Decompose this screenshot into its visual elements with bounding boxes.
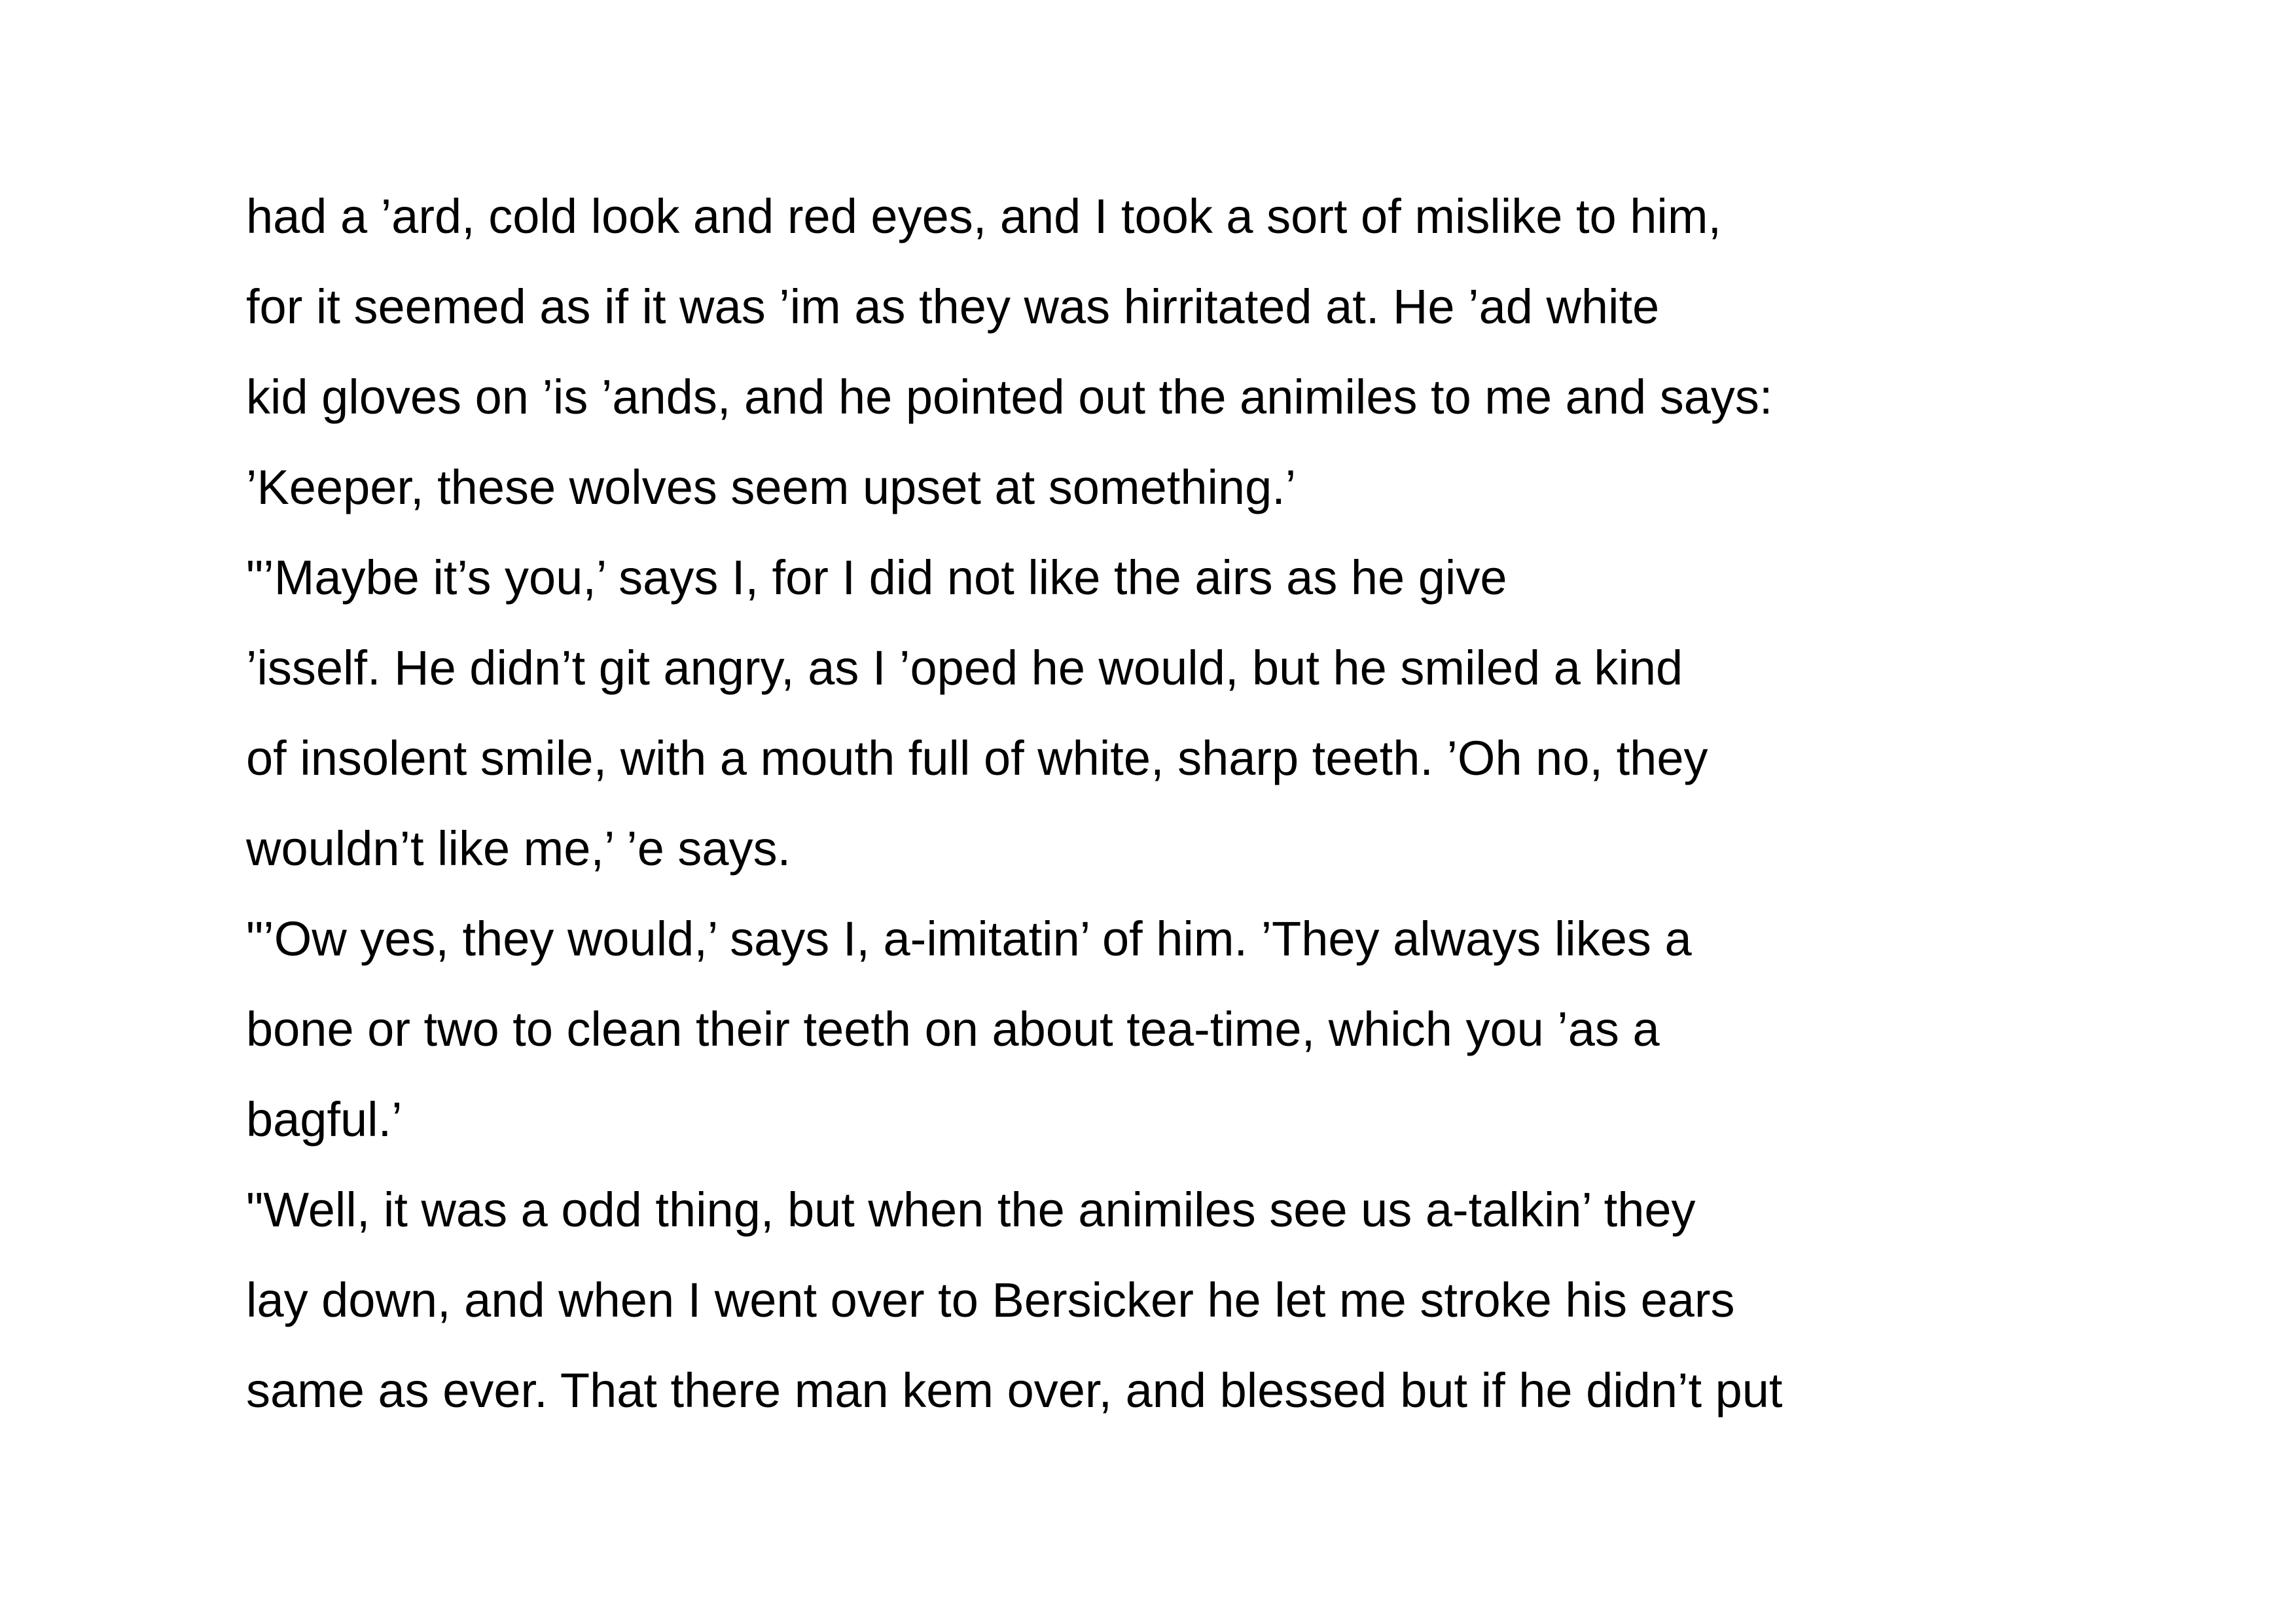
body-text — [246, 171, 2013, 1436]
text-line: for it seemed as if it was ’im as they was hirritated at. He ’ad white — [246, 279, 1660, 334]
text-line: lay down, and when I went over to Bersicker he let me stroke his ears — [246, 1273, 1735, 1327]
text-line: bone or two to clean their teeth on about tea-time, which you ’as a — [246, 1002, 1660, 1056]
text-line: "’Ow yes, they would,’ says I, a-imitatin’ of him. ’They always likes a — [246, 912, 1692, 966]
text-line: "’Maybe it’s you,’ says I, for I did not like the airs as he give — [246, 550, 1507, 605]
text-line: of insolent smile, with a mouth full of white, sharp teeth. ’Oh no, they — [246, 731, 1708, 785]
text-line: bagful.’ — [246, 1092, 403, 1147]
text-line: kid gloves on ’is ’ands, and he pointed out the animiles to me and says: — [246, 370, 1773, 424]
text-line: ’Keeper, these wolves seem upset at something.’ — [246, 460, 1297, 514]
text-line: wouldn’t like me,’ ’e says. — [246, 821, 791, 876]
text-line: "Well, it was a odd thing, but when the animiles see us a-talkin’ they — [246, 1183, 1696, 1237]
text-line: same as ever. That there man kem over, and blessed but if he didn’t put — [246, 1363, 1783, 1418]
text-line: ’isself. He didn’t git angry, as I ’oped he would, but he smiled a kind — [246, 641, 1683, 695]
text-line: had a ’ard, cold look and red eyes, and I took a sort of mislike to him, — [246, 189, 1722, 243]
